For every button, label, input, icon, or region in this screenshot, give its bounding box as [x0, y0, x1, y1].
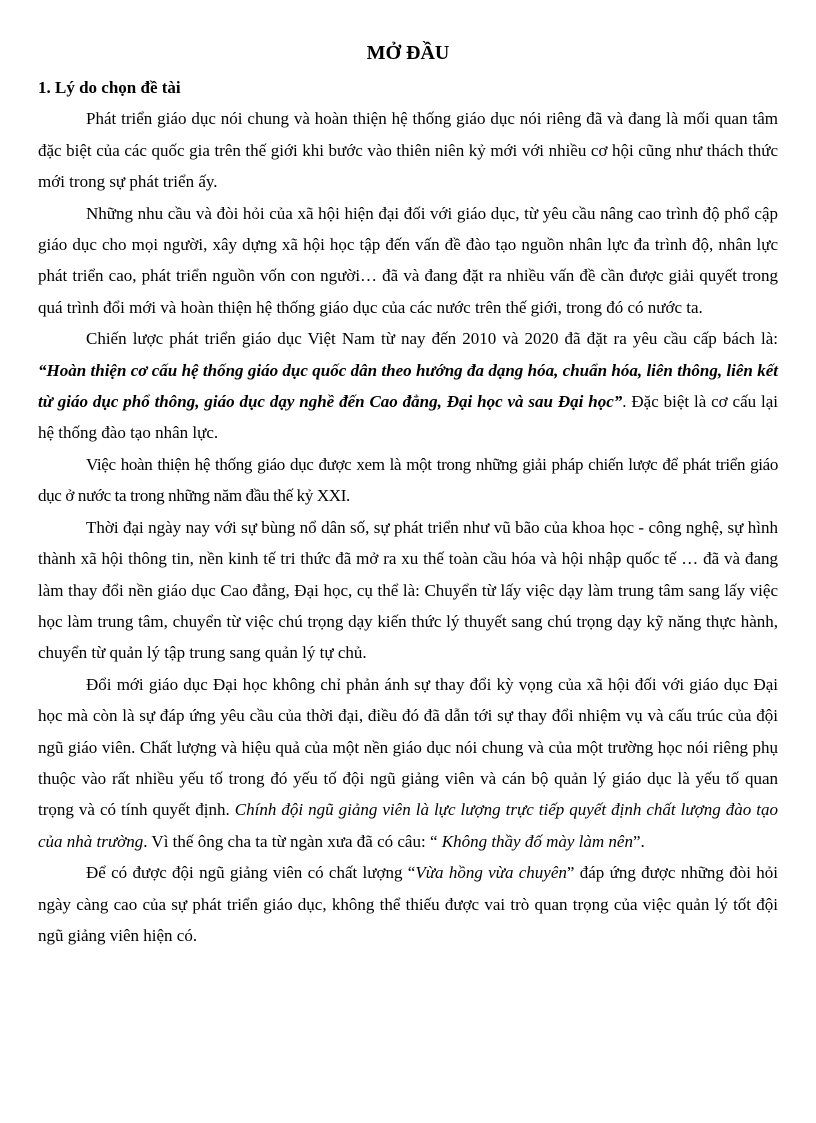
paragraph-6 [38, 669, 778, 857]
paragraph-6-end: ”. [632, 831, 645, 851]
paragraph-7-lead: Để có được đội ngũ giảng viên có chất lượng “ [86, 863, 416, 883]
paragraph-1: Phát triển giáo dục nói chung và hoàn thiện hệ thống giáo dục nói riêng đã và đang là mối quan tâm đặc biệt của các quốc gia trên thế giới khi bước vào thiên niên kỷ mới với nhiều cơ hội cũng như thách thức mới trong sự phát triển ấy. [38, 109, 778, 192]
paragraph-4: Việc hoàn thiện hệ thống giáo dục được xem là một trong những giải pháp chiến lược để phát triển giáo dục ở nước ta trong những năm đầu thế kỷ XXI. [38, 454, 778, 506]
page-title: MỞ ĐẦU [366, 42, 450, 64]
paragraph-7 [38, 857, 778, 951]
proverb: Không thầy đố mày làm nên [441, 831, 633, 851]
paragraph-3-lead: Chiến lược phát triển giáo dục Việt Nam từ nay đến 2010 và 2020 đã đặt ra yêu cầu cấp bách là: [86, 329, 778, 349]
quality-phrase: Vừa hồng vừa chuyên [415, 863, 567, 883]
strategy-quote: “Hoàn thiện cơ cấu hệ thống giáo dục quốc dân theo hướng đa dạng hóa, chuẩn hóa, liên thông, liên kết từ giáo dục phổ thông, giáo dục dạy nghề đến Cao đẳng, Đại học và sau Đại học” [38, 360, 778, 412]
paragraph-6-mid: . Vì thế ông cha ta từ ngàn xưa đã có câu: “ [143, 831, 442, 851]
paragraph-7-tail: ” đáp ứng được những đòi hỏi ngày càng cao của sự phát triển giáo dục, không thể thiếu được vai trò quan trọng của việc quản lý tốt đội ngũ giảng viên hiện có. [38, 863, 778, 945]
paragraph-6-lead: Đổi mới giáo dục Đại học không chỉ phản ánh sự thay đổi kỳ vọng của xã hội đối với giáo dục Đại học mà còn là sự đáp ứng yêu cầu của thời đại, điều đó đã dẫn tới sự thay đổi nhiệm vụ và cấu trúc của đội ngũ giáo viên. Chất lượng và hiệu quả của một nền giáo dục nói chung và của một trường học nói riêng phụ thuộc vào rất nhiều yếu tố trong đó yếu tố đội ngũ giảng viên và cán bộ quản lý giáo dục là yếu tố quan trọng và có tính quyết định. [38, 674, 778, 820]
paragraph-2: Những nhu cầu và đòi hỏi của xã hội hiện đại đối với giáo dục, từ yêu cầu nâng cao trình độ phổ cập giáo dục cho mọi người, xây dựng xã hội học tập đến vấn đề đào tạo nguồn nhân lực đa trình độ, nhân lực phát triển cao, phát triển nguồn vốn con người… đã và đang đặt ra nhiều vấn đề cần được giải quyết trong quá trình đổi mới và hoàn thiện hệ thống giáo dục của các nước trên thế giới, trong đó có nước ta. [38, 203, 778, 317]
paragraph-3 [38, 323, 778, 449]
lecturer-emphasis: Chính đội ngũ giảng viên là lực lượng trực tiếp quyết định chất lượng đào tạo của nhà trường [38, 800, 778, 851]
document-page [38, 36, 778, 951]
paragraph-5: Thời đại ngày nay với sự bùng nổ dân số, sự phát triển như vũ bão của khoa học - công nghệ, sự hình thành xã hội thông tin, nền kinh tế tri thức đã mở ra xu thế toàn cầu hóa và hội nhập quốc tế … đã và đang làm thay đổi nền giáo dục Cao đẳng, Đại học, cụ thể là: Chuyển từ lấy việc dạy làm trung tâm sang lấy việc học làm trung tâm, chuyển từ việc chú trọng dạy kiến thức lý thuyết sang chú trọng dạy kỹ năng thực hành, chuyển từ quản lý tập trung sang quản lý tự chủ. [38, 517, 778, 663]
section-heading: 1. Lý do chọn đề tài [38, 78, 181, 97]
paragraph-3-tail: . Đặc biệt là cơ cấu lại hệ thống đào tạo nhân lực. [38, 392, 778, 443]
